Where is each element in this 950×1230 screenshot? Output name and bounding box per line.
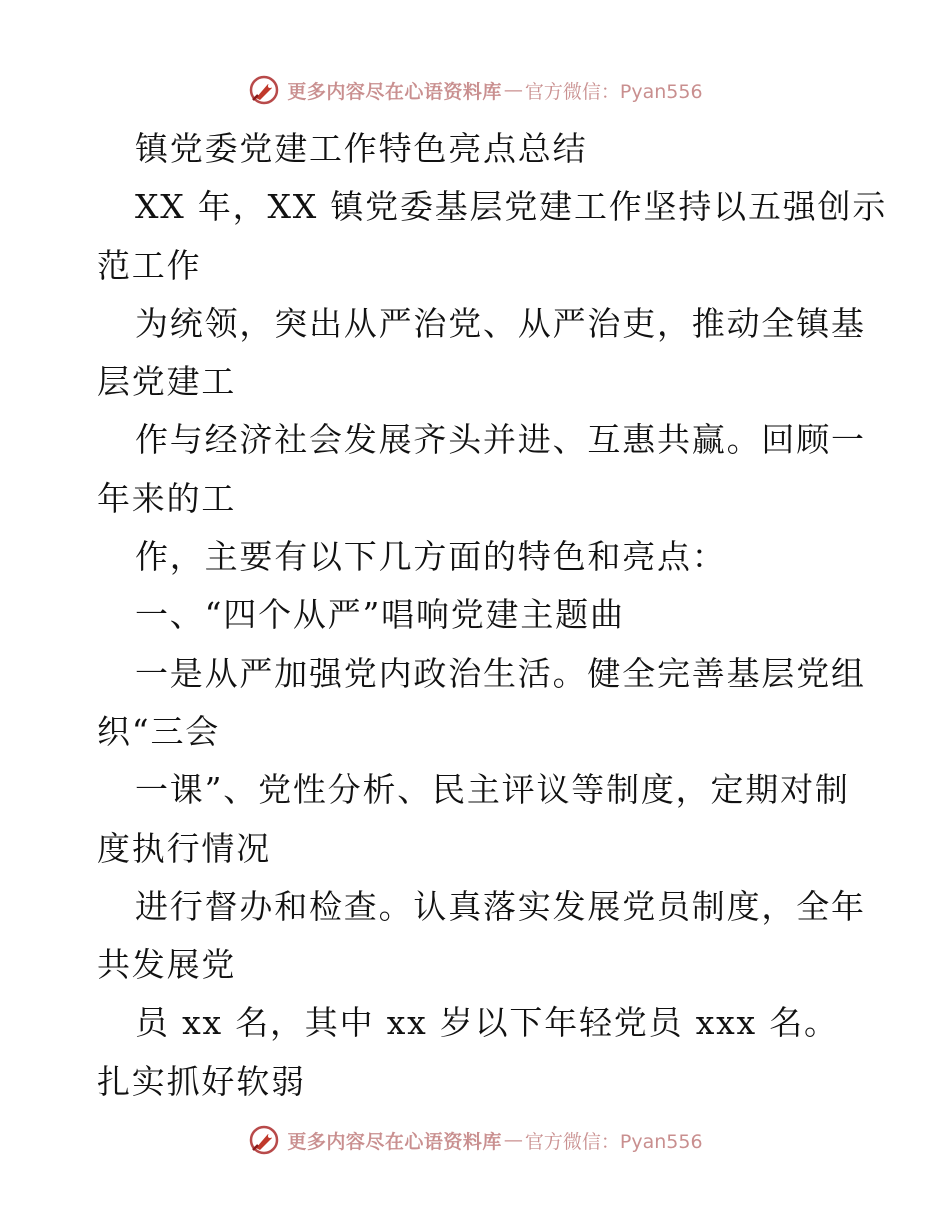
text-line: 层党建工 <box>97 362 237 402</box>
text-line: XX 年，XX 镇党委基层党建工作坚持以五强创示 <box>135 187 888 227</box>
text-line: 作，主要有以下几方面的特色和亮点： <box>135 537 727 577</box>
text-line: 共发展党 <box>97 945 237 985</box>
text-line: 年来的工 <box>97 478 237 518</box>
header-watermark <box>0 70 950 110</box>
text-line: 一课”、党性分析、民主评议等制度，定期对制 <box>135 770 850 810</box>
watermark-brand-text: 更多内容尽在心语资料库 <box>287 80 502 103</box>
text-line: 度执行情况 <box>97 828 271 868</box>
watermark-dash: — <box>503 79 523 101</box>
pen-nib-logo-icon <box>247 73 281 107</box>
text-line: 扎实抓好软弱 <box>97 1061 306 1101</box>
text-line: 范工作 <box>97 245 202 285</box>
text-line: 一是从严加强党内政治生活。健全完善基层党组 <box>135 653 866 693</box>
watermark-contact-text: 官方微信：Pyan556 <box>524 1130 703 1153</box>
document-title: 镇党委党建工作特色亮点总结 <box>135 129 588 168</box>
text-line: 一、“四个从严”唱响党建主题曲 <box>135 595 625 635</box>
text-line: 为统领，突出从严治党、从严治吏，推动全镇基 <box>135 303 866 343</box>
text-line: 员 xx 名，其中 xx 岁以下年轻党员 xxx 名。 <box>135 1003 839 1043</box>
text-line: 作与经济社会发展齐头并进、互惠共赢。回顾一 <box>135 420 866 460</box>
text-line: 织“三会 <box>97 711 221 751</box>
footer-watermark <box>0 1120 950 1160</box>
watermark-dash: — <box>503 1129 523 1151</box>
watermark-contact-text: 官方微信：Pyan556 <box>524 80 703 103</box>
watermark-brand-text: 更多内容尽在心语资料库 <box>287 1130 502 1153</box>
text-line: 进行督办和检查。认真落实发展党员制度，全年 <box>135 886 866 926</box>
document-body <box>97 120 888 1111</box>
pen-nib-logo-icon <box>247 1123 281 1157</box>
